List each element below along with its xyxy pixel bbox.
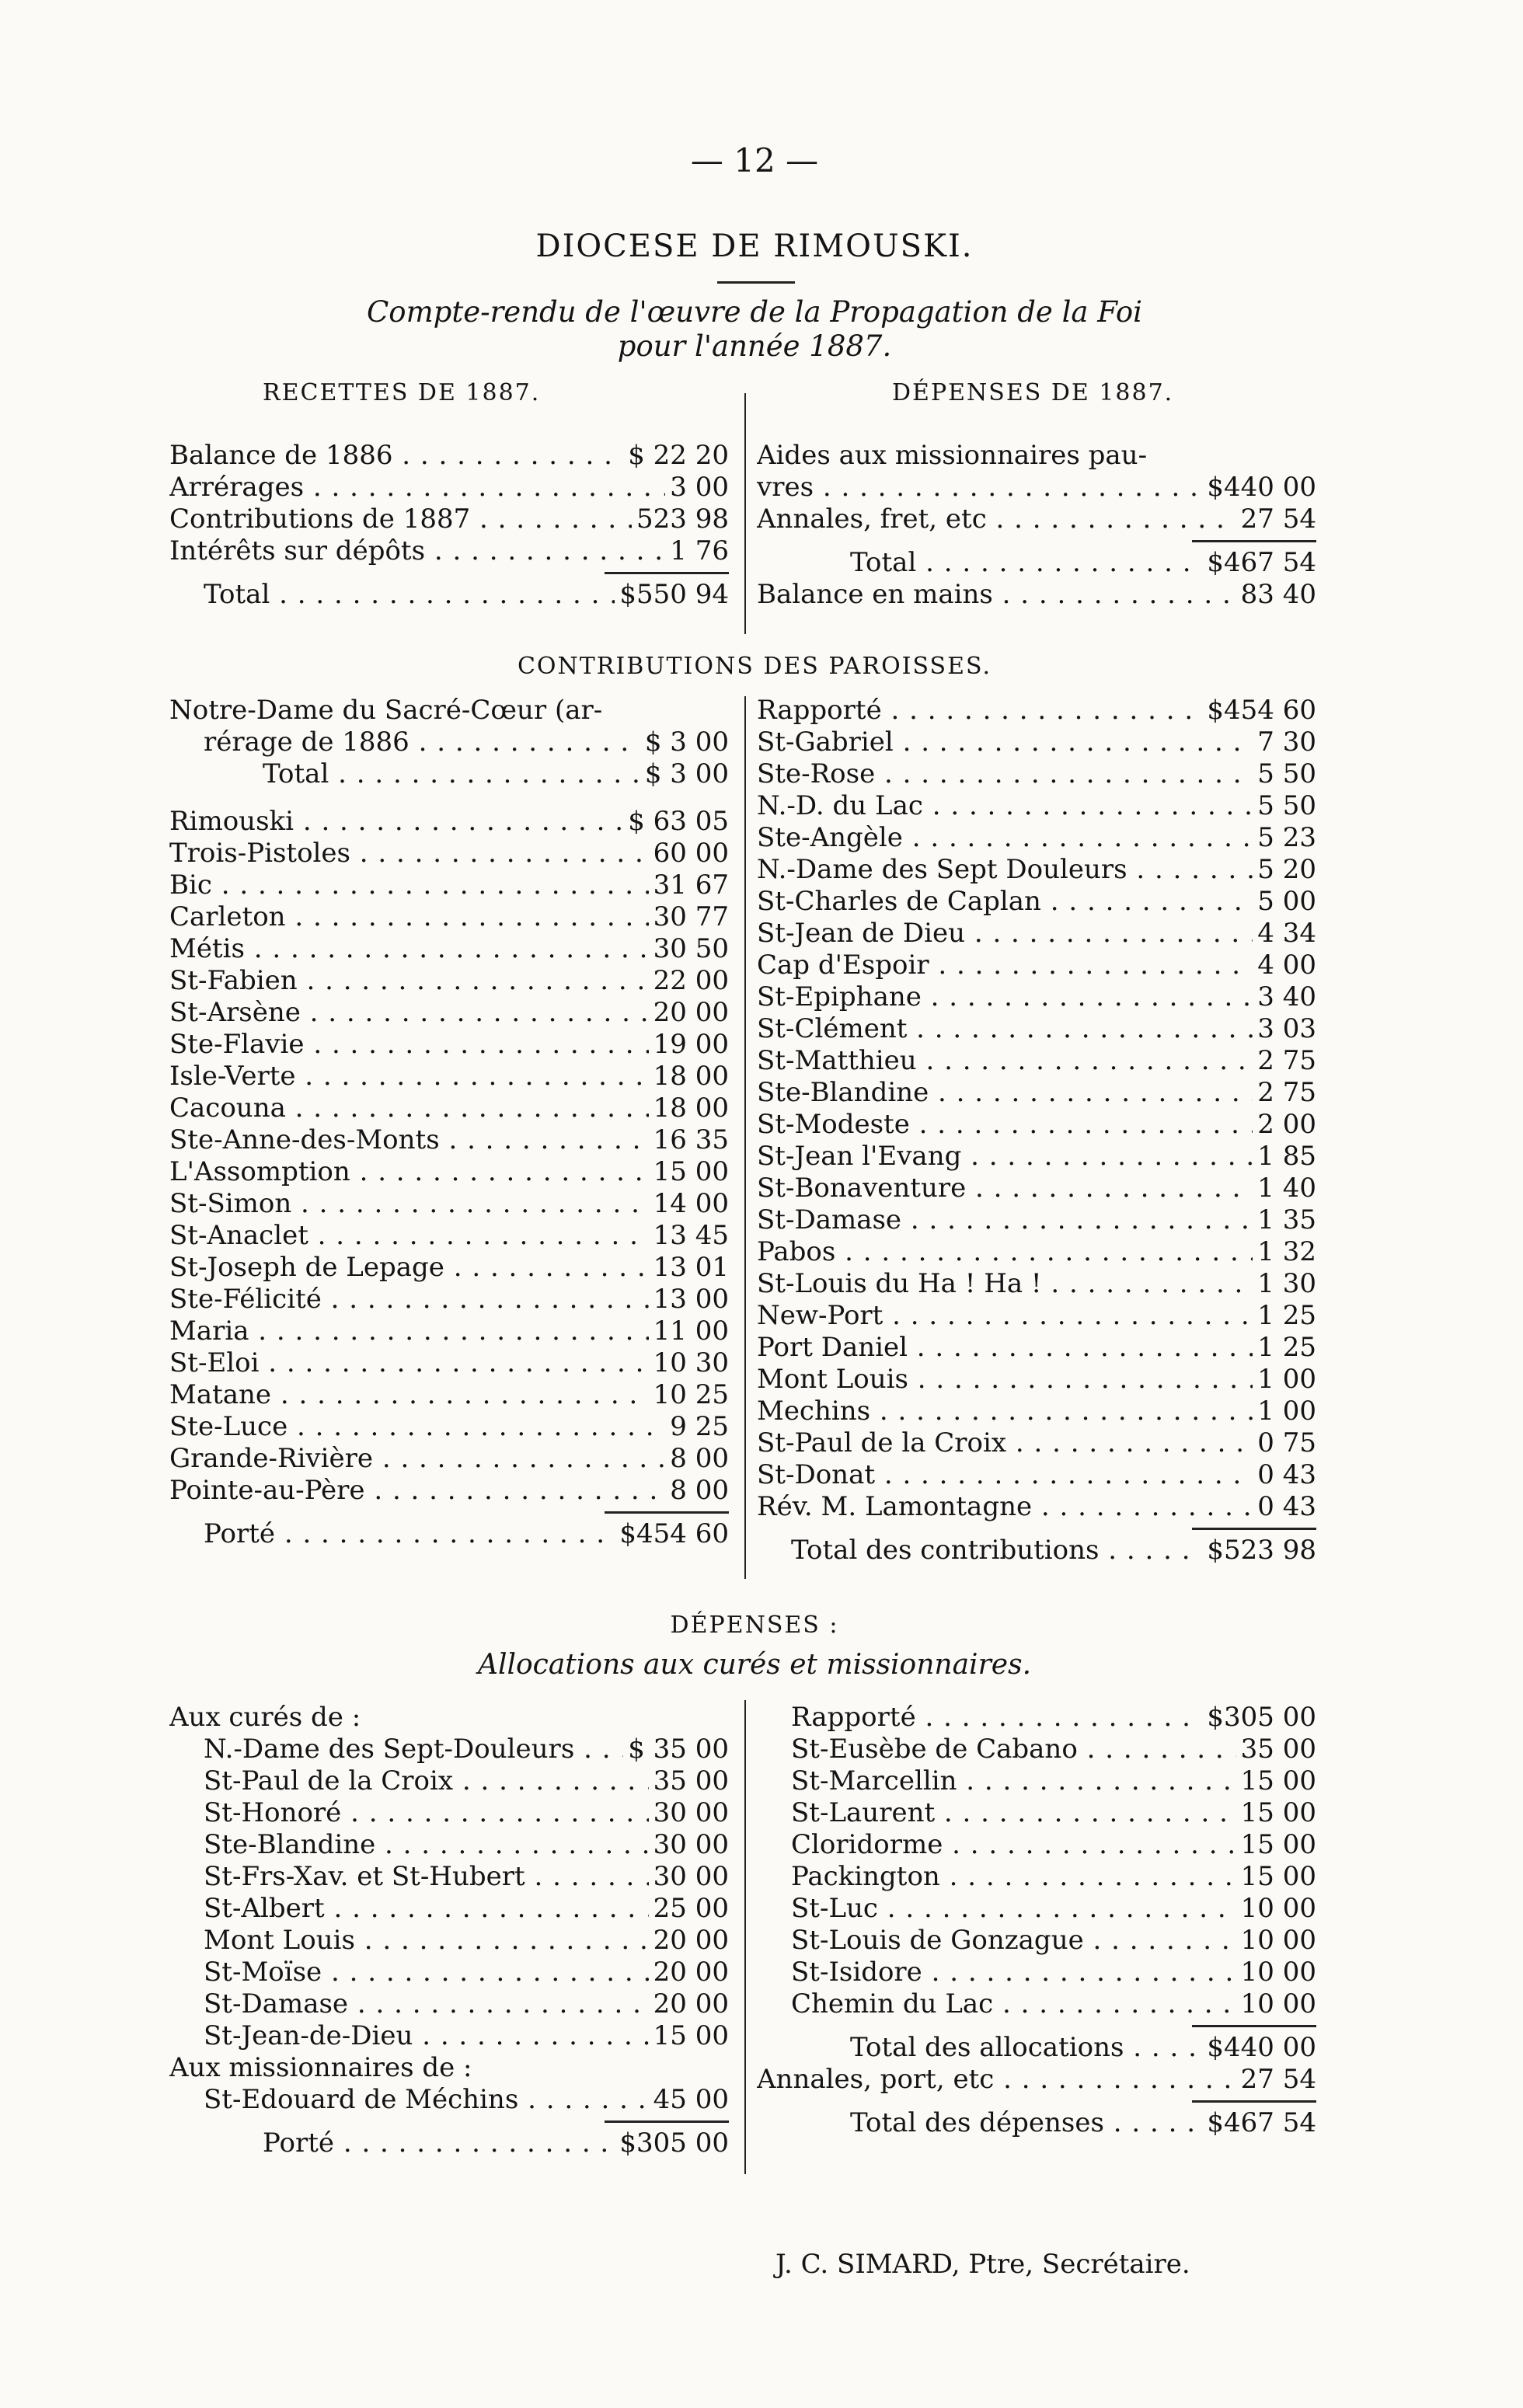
contributions-heading: CONTRIBUTIONS DES PAROISSES.: [517, 653, 992, 680]
total-rule: [1192, 2025, 1316, 2027]
contributions-right: [757, 695, 1316, 1566]
list-item: [757, 1364, 1316, 1396]
item-amount: 30 77: [653, 901, 729, 932]
list-item: [757, 1925, 1316, 1957]
item-label: Cloridorme . . .: [757, 1829, 1236, 1861]
item-amount: 4 00: [1257, 950, 1316, 981]
list-item: [757, 822, 1316, 854]
total-rule: [1192, 540, 1316, 542]
item-amount: 15 00: [653, 1156, 729, 1187]
item-amount: 10 00: [1240, 1893, 1316, 1924]
list-item: [757, 1861, 1316, 1893]
item-label: Mechins . . .: [757, 1396, 1253, 1427]
list-item: [757, 1957, 1316, 1988]
item-amount: 15 00: [653, 2020, 729, 2051]
item-amount: 1 00: [1257, 1364, 1316, 1395]
item-amount: 1 25: [1257, 1332, 1316, 1363]
item-label: Bic . . .: [169, 869, 649, 901]
list-item: [757, 1204, 1316, 1236]
item-label: Rév. M. Lamontagne . . .: [757, 1491, 1253, 1523]
list-item: vres . . . $440 00: [757, 472, 1316, 504]
item-amount: 0 43: [1257, 1491, 1316, 1522]
item-amount: 35 00: [653, 1765, 729, 1796]
list-item: [757, 695, 1316, 727]
item-amount: 60 00: [653, 838, 729, 869]
column-divider: [744, 1700, 746, 2174]
item-label: St-Simon . . .: [169, 1188, 649, 1220]
item-amount: 18 00: [653, 1092, 729, 1124]
item-label: St-Louis du Ha ! Ha ! . . .: [757, 1268, 1253, 1300]
item-label: St-Charles de Caplan . . .: [757, 886, 1253, 918]
item-amount: 8 00: [670, 1475, 729, 1506]
item-amount: 1 32: [1257, 1236, 1316, 1267]
item-label: Carleton . . .: [169, 901, 649, 933]
item-label: St-Paul de la Croix . . .: [757, 1427, 1253, 1459]
list-item: [757, 1797, 1316, 1829]
list-item: Balance de 1886 . . . $ 22 20: [169, 440, 729, 472]
item-amount: $454 60: [1207, 695, 1316, 726]
item-label: St-Albert . . .: [169, 1893, 649, 1925]
page-title: DIOCESE DE RIMOUSKI.: [535, 228, 974, 264]
item-label: St-Anaclet . . .: [169, 1220, 649, 1252]
item-amount: $305 00: [1207, 1702, 1316, 1733]
item-amount: 30 00: [653, 1829, 729, 1860]
item-amount: 10 00: [1240, 1925, 1316, 1956]
depenses-left: [169, 1702, 729, 2159]
item-label: St-Laurent . . .: [757, 1797, 1236, 1829]
list-item: [169, 1925, 729, 1957]
total-rule: [605, 572, 729, 574]
item-label: Pabos . . .: [757, 1236, 1253, 1268]
depenses-total: Total des dépenses . . . $467 54: [757, 2107, 1316, 2139]
list-item: [757, 1077, 1316, 1109]
item-label: St-Clément . . .: [757, 1013, 1253, 1045]
list-item: [757, 727, 1316, 758]
title-rule: [717, 281, 795, 284]
item-amount: 0 43: [1257, 1459, 1316, 1490]
list-item: [169, 1734, 729, 1765]
item-label: St-Gabriel . . .: [757, 727, 1253, 758]
list-item: [169, 1124, 729, 1156]
list-item: [757, 886, 1316, 918]
item-amount: 16 35: [653, 1124, 729, 1155]
list-item: Annales, fret, etc . . . 27 54: [757, 504, 1316, 535]
allocations-total: Total des allocations . . . $440 00: [757, 2032, 1316, 2064]
list-item: [757, 1173, 1316, 1204]
total-rule: [605, 2121, 729, 2123]
item-amount: 5 50: [1257, 758, 1316, 789]
item-label: Ste-Blandine . . .: [757, 1077, 1253, 1109]
list-item: rérage de 1886 . . . $ 3 00: [169, 727, 729, 758]
item-label: St-Eloi . . .: [169, 1347, 649, 1379]
depenses-heading: DÉPENSES :: [670, 1612, 839, 1639]
item-label: Mont Louis . . .: [169, 1925, 649, 1957]
list-item: [757, 790, 1316, 822]
list-item: [169, 2020, 729, 2052]
list-item: [169, 1957, 729, 1988]
list-item: [757, 1765, 1316, 1797]
total-rule: [605, 1511, 729, 1514]
list-item: [169, 806, 729, 838]
subtitle-line-1: Compte-rendu de l'œuvre de la Propagation de la Foi: [367, 295, 1142, 329]
list-item: [757, 950, 1316, 981]
item-amount: 1 40: [1257, 1173, 1316, 1204]
item-label: St-Isidore . . .: [757, 1957, 1236, 1988]
list-item: Intérêts sur dépôts . . . 1 76: [169, 535, 729, 567]
list-item: [757, 1300, 1316, 1332]
item-label: Maria . . .: [169, 1316, 649, 1347]
list-item: [169, 2084, 729, 2116]
item-amount: 8 00: [670, 1443, 729, 1474]
item-label: St-Frs-Xav. et St-Hubert . . .: [169, 1861, 649, 1893]
list-item: [169, 1092, 729, 1124]
list-item: [169, 1156, 729, 1188]
list-item: [169, 1220, 729, 1252]
item-label: N.-Dame des Sept Douleurs . . .: [757, 854, 1253, 886]
item-amount: 30 50: [653, 933, 729, 964]
item-amount: 2 75: [1257, 1045, 1316, 1076]
list-item: [757, 1268, 1316, 1300]
item-amount: 35 00: [1240, 1734, 1316, 1765]
list-item: [757, 1459, 1316, 1491]
item-label: Ste-Rose . . .: [757, 758, 1253, 790]
item-amount: 30 00: [653, 1797, 729, 1828]
item-label: St-Louis de Gonzague . . .: [757, 1925, 1236, 1957]
list-item: Aides aux missionnaires pau-: [757, 440, 1148, 471]
item-amount: $ 63 05: [628, 806, 729, 837]
item-amount: 14 00: [653, 1188, 729, 1219]
list-item: [169, 1379, 729, 1411]
item-label: St-Honoré . . .: [169, 1797, 649, 1829]
item-amount: 15 00: [1240, 1861, 1316, 1892]
item-amount: 7 30: [1257, 727, 1316, 758]
item-amount: 13 45: [653, 1220, 729, 1251]
depenses-subheading: Allocations aux curés et missionnaires.: [477, 1649, 1032, 1681]
item-amount: 20 00: [653, 1988, 729, 2019]
item-amount: 15 00: [1240, 1829, 1316, 1860]
item-amount: 10 30: [653, 1347, 729, 1378]
item-label: St-Moïse . . .: [169, 1957, 649, 1988]
item-amount: 22 00: [653, 965, 729, 996]
list-item: [169, 965, 729, 997]
list-item: [757, 1893, 1316, 1925]
item-label: Packington . . .: [757, 1861, 1236, 1893]
item-label: Ste-Flavie . . .: [169, 1029, 649, 1061]
list-item: Arrérages . . . 3 00: [169, 472, 729, 504]
item-label: St-Damase . . .: [757, 1204, 1253, 1236]
item-amount: 5 23: [1257, 822, 1316, 853]
item-amount: 3 03: [1257, 1013, 1316, 1044]
item-label: Rapporté . . .: [757, 1702, 1202, 1734]
list-item: [169, 1188, 729, 1220]
list-item: [757, 981, 1316, 1013]
item-amount: 18 00: [653, 1061, 729, 1092]
list-item: [757, 1427, 1316, 1459]
list-item: [169, 901, 729, 933]
receipts-list: [169, 440, 729, 611]
item-amount: 20 00: [653, 1925, 729, 1956]
item-label: Rapporté . . .: [757, 695, 1202, 727]
item-amount: 2 75: [1257, 1077, 1316, 1108]
total-rule: [1192, 1528, 1316, 1530]
list-item: [757, 1396, 1316, 1427]
item-amount: 5 50: [1257, 790, 1316, 821]
item-label: Cacouna . . .: [169, 1092, 649, 1124]
item-label: Ste-Angèle . . .: [757, 822, 1253, 854]
list-item: [757, 1109, 1316, 1141]
item-label: St-Paul de la Croix . . .: [169, 1765, 649, 1797]
list-item: [757, 1734, 1316, 1765]
item-amount: $ 35 00: [628, 1734, 729, 1765]
item-amount: 30 00: [653, 1861, 729, 1892]
list-item: [757, 918, 1316, 950]
item-amount: 19 00: [653, 1029, 729, 1060]
receipts-heading: RECETTES DE 1887.: [263, 379, 541, 406]
subtitle: [169, 295, 1340, 364]
item-label: Isle-Verte . . .: [169, 1061, 649, 1092]
item-amount: 1 35: [1257, 1204, 1316, 1235]
list-item: [169, 1061, 729, 1092]
list-item: [757, 1236, 1316, 1268]
item-label: St-Epiphane . . .: [757, 981, 1253, 1013]
item-label: Trois-Pistoles . . .: [169, 838, 649, 869]
item-label: St-Jean l'Evang . . .: [757, 1141, 1253, 1173]
list-item: [169, 869, 729, 901]
item-amount: 10 25: [653, 1379, 729, 1410]
item-amount: 1 30: [1257, 1268, 1316, 1299]
list-item: Notre-Dame du Sacré-Cœur (ar-: [169, 695, 603, 726]
item-amount: 1 25: [1257, 1300, 1316, 1331]
list-item: [757, 1332, 1316, 1364]
item-label: St-Damase . . .: [169, 1988, 649, 2020]
item-label: St-Eusèbe de Cabano . . .: [757, 1734, 1236, 1765]
item-label: N.-D. du Lac . . .: [757, 790, 1253, 822]
item-label: N.-Dame des Sept-Douleurs . . .: [169, 1734, 623, 1765]
item-label: St-Bonaventure . . .: [757, 1173, 1253, 1204]
annales-row: Annales, port, etc . . . 27 54: [757, 2064, 1316, 2096]
item-label: St-Arsène . . .: [169, 997, 649, 1029]
item-amount: 13 01: [653, 1252, 729, 1283]
item-label: Port Daniel . . .: [757, 1332, 1253, 1364]
list-item: [169, 1252, 729, 1284]
list-item: [757, 1702, 1316, 1734]
item-amount: 15 00: [1240, 1765, 1316, 1796]
list-item: [757, 1829, 1316, 1861]
item-label: Ste-Félicité . . .: [169, 1284, 649, 1316]
list-item: [169, 933, 729, 965]
expenses-heading: DÉPENSES DE 1887.: [892, 379, 1174, 406]
receipts-total: Total . . . $550 94: [169, 579, 729, 611]
column-divider: [744, 696, 746, 1579]
list-item: Aux curés de :: [169, 1702, 361, 1733]
item-label: New-Port . . .: [757, 1300, 1253, 1332]
item-amount: 1 85: [1257, 1141, 1316, 1172]
depenses-left-total: Porté . . . $305 00: [169, 2127, 729, 2159]
list-item: [169, 1475, 729, 1507]
list-item: [169, 1829, 729, 1861]
column-divider: [744, 393, 746, 634]
item-label: Pointe-au-Père . . .: [169, 1475, 665, 1507]
balance-row: Balance en mains . . . 83 40: [757, 579, 1316, 611]
item-amount: 15 00: [1240, 1797, 1316, 1828]
item-label: Chemin du Lac . . .: [757, 1988, 1236, 2020]
item-amount: 1 00: [1257, 1396, 1316, 1427]
item-amount: 3 40: [1257, 981, 1316, 1012]
list-item: [757, 1988, 1316, 2020]
item-label: Ste-Anne-des-Monts . . .: [169, 1124, 649, 1156]
list-item: [169, 1797, 729, 1829]
item-amount: 13 00: [653, 1284, 729, 1315]
list-item: [169, 1443, 729, 1475]
item-amount: 11 00: [653, 1316, 729, 1347]
expenses-total: Total . . . $467 54: [757, 547, 1316, 579]
list-item: [169, 1284, 729, 1316]
item-label: Grande-Rivière . . .: [169, 1443, 665, 1475]
subtitle-line-2: pour l'année 1887.: [617, 329, 892, 363]
item-label: St-Jean-de-Dieu . . .: [169, 2020, 649, 2052]
item-amount: 10 00: [1240, 1957, 1316, 1988]
list-item: Aux missionnaires de :: [169, 2052, 472, 2083]
item-amount: 0 75: [1257, 1427, 1316, 1458]
item-label: St-Modeste . . .: [757, 1109, 1253, 1141]
list-item: [169, 1861, 729, 1893]
list-item: [169, 1988, 729, 2020]
item-amount: 31 67: [653, 869, 729, 901]
item-label: Cap d'Espoir . . .: [757, 950, 1253, 981]
list-item: [169, 1411, 729, 1443]
item-label: St-Donat . . .: [757, 1459, 1253, 1491]
item-label: Rimouski . . .: [169, 806, 623, 838]
list-item: [169, 1765, 729, 1797]
item-label: Métis . . .: [169, 933, 649, 965]
item-label: Mont Louis . . .: [757, 1364, 1253, 1396]
item-label: Matane . . .: [169, 1379, 649, 1411]
item-amount: 5 20: [1257, 854, 1316, 885]
item-label: St-Luc . . .: [757, 1893, 1236, 1925]
expenses-list: [757, 440, 1316, 611]
item-amount: 20 00: [653, 1957, 729, 1988]
item-label: St-Edouard de Méchins . . .: [169, 2084, 649, 2116]
list-item: [169, 1029, 729, 1061]
list-item: [169, 1893, 729, 1925]
item-label: St-Matthieu . . .: [757, 1045, 1253, 1077]
item-amount: 45 00: [653, 2084, 729, 2115]
list-item: Contributions de 1887 . . . 523 98: [169, 504, 729, 535]
item-amount: 4 34: [1257, 918, 1316, 949]
contributions-left: [169, 695, 729, 1550]
item-label: L'Assomption . . .: [169, 1156, 649, 1188]
item-label: St-Marcellin . . .: [757, 1765, 1236, 1797]
list-item: [757, 1013, 1316, 1045]
page-number: — 12 —: [690, 141, 819, 179]
item-amount: 2 00: [1257, 1109, 1316, 1140]
item-amount: 25 00: [653, 1893, 729, 1924]
item-amount: 20 00: [653, 997, 729, 1028]
list-item: [757, 1491, 1316, 1523]
depenses-right: [757, 1702, 1316, 2139]
list-item: [757, 1141, 1316, 1173]
arrears-total: Total . . . $ 3 00: [169, 758, 729, 790]
item-label: Ste-Blandine . . .: [169, 1829, 649, 1861]
list-item: [169, 838, 729, 869]
list-item: [757, 758, 1316, 790]
item-label: St-Joseph de Lepage . . .: [169, 1252, 649, 1284]
item-label: St-Jean de Dieu . . .: [757, 918, 1253, 950]
contributions-total: Total des contributions . . . $523 98: [757, 1535, 1316, 1566]
list-item: [757, 854, 1316, 886]
list-item: [757, 1045, 1316, 1077]
item-amount: 10 00: [1240, 1988, 1316, 2019]
item-amount: 5 00: [1257, 886, 1316, 917]
item-label: Ste-Luce . . .: [169, 1411, 665, 1443]
item-label: St-Fabien . . .: [169, 965, 649, 997]
item-amount: 9 25: [670, 1411, 729, 1442]
contributions-left-total: Porté . . . $454 60: [169, 1518, 729, 1550]
list-item: [169, 1347, 729, 1379]
signature: J. C. SIMARD, Ptre, Secrétaire.: [775, 2249, 1190, 2280]
list-item: [169, 997, 729, 1029]
list-item: [169, 1316, 729, 1347]
total-rule: [1192, 2100, 1316, 2103]
